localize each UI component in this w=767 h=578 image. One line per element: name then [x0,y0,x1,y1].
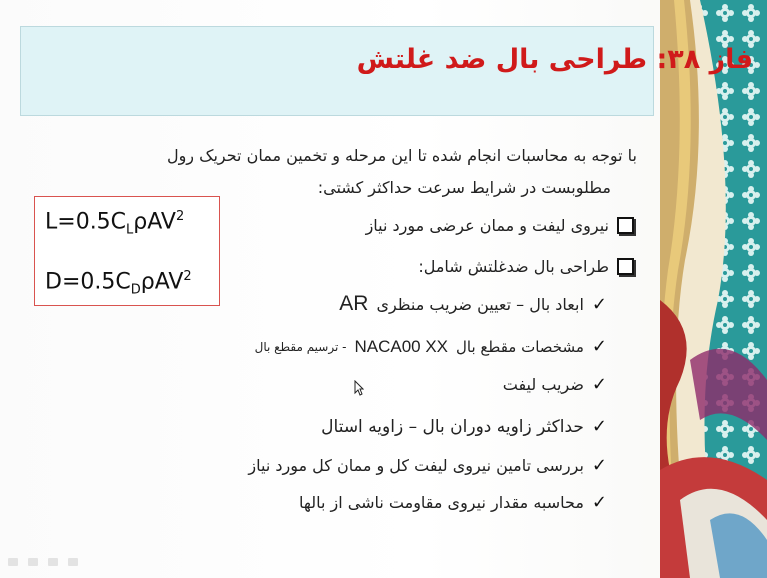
lift-formula [45,209,184,238]
square-box-icon [617,217,634,234]
subitem-wing-dimensions [339,292,607,316]
decorative-pattern-panel [660,0,767,578]
checkmark-icon: ✓ [591,455,607,476]
subitem-label: ابعاد بال – تعیین ضریب منظری [376,294,584,314]
subitem-drag-force [299,492,607,513]
drag-formula [45,269,192,298]
page-title: فاز ۳۸: طراحی بال ضد غلتش [356,44,753,75]
intro-line-1: با توجه به محاسبات انجام شده تا این مرحله و تخمین ممان تحریک رول [166,146,637,165]
subitem-max-rotation [321,416,607,437]
bullet-label: طراحی بال ضدغلتش شامل: [418,257,609,276]
drag-formula-rest: ρAV [140,269,184,295]
slideshow-controls[interactable] [8,558,78,566]
checkmark-icon: ✓ [591,374,607,395]
drag-formula-main: D=0.5C [45,269,131,295]
subitem-lift-coefficient [503,374,607,395]
checkmark-icon: ✓ [591,416,607,437]
lift-formula-sub: L [126,222,134,238]
checkmark-icon: ✓ [591,293,607,315]
subitem-wing-section [255,336,607,357]
previous-slide-icon[interactable] [8,558,18,566]
lift-formula-rest: ρAV [133,209,176,235]
lift-formula-sup: 2 [175,209,185,224]
subitem-latin-ar: AR [339,292,369,315]
subitem-label: حداکثر زاویه دوران بال – زاویه استال [321,416,584,437]
pen-tool-icon[interactable] [28,558,38,566]
mouse-cursor-icon [354,380,364,396]
bullet-item-lift [366,216,634,235]
subitem-label: مشخصات مقطع بال [456,337,584,356]
drag-formula-sup: 2 [183,269,192,284]
subitem-total-lift-check [248,455,607,476]
subitem-label: ضریب لیفت [502,375,584,394]
drag-formula-sub: D [130,282,141,298]
bullet-item-wing-design [418,257,634,276]
lift-formula-main: L=0.5C [45,209,127,235]
intro-line-2: مطلوبست در شرایط سرعت حداکثر کشتی: [317,178,611,197]
bullet-label: نیروی لیفت و ممان عرضی مورد نیاز [365,216,609,235]
subitem-note: - ترسیم مقطع بال [254,339,347,354]
subitem-label: بررسی تامین نیروی لیفت کل و ممان کل مورد نیاز [248,456,584,475]
menu-icon[interactable] [48,558,58,566]
formula-box [34,196,220,306]
square-box-icon [617,258,634,275]
subitem-label: محاسبه مقدار نیروی مقاومت ناشی از بالها [298,493,584,512]
decorative-pattern-graphic [660,0,767,578]
checkmark-icon: ✓ [591,492,607,513]
subitem-latin-naca: NACA00 XX [354,336,449,356]
next-slide-icon[interactable] [68,558,78,566]
checkmark-icon: ✓ [591,336,607,357]
